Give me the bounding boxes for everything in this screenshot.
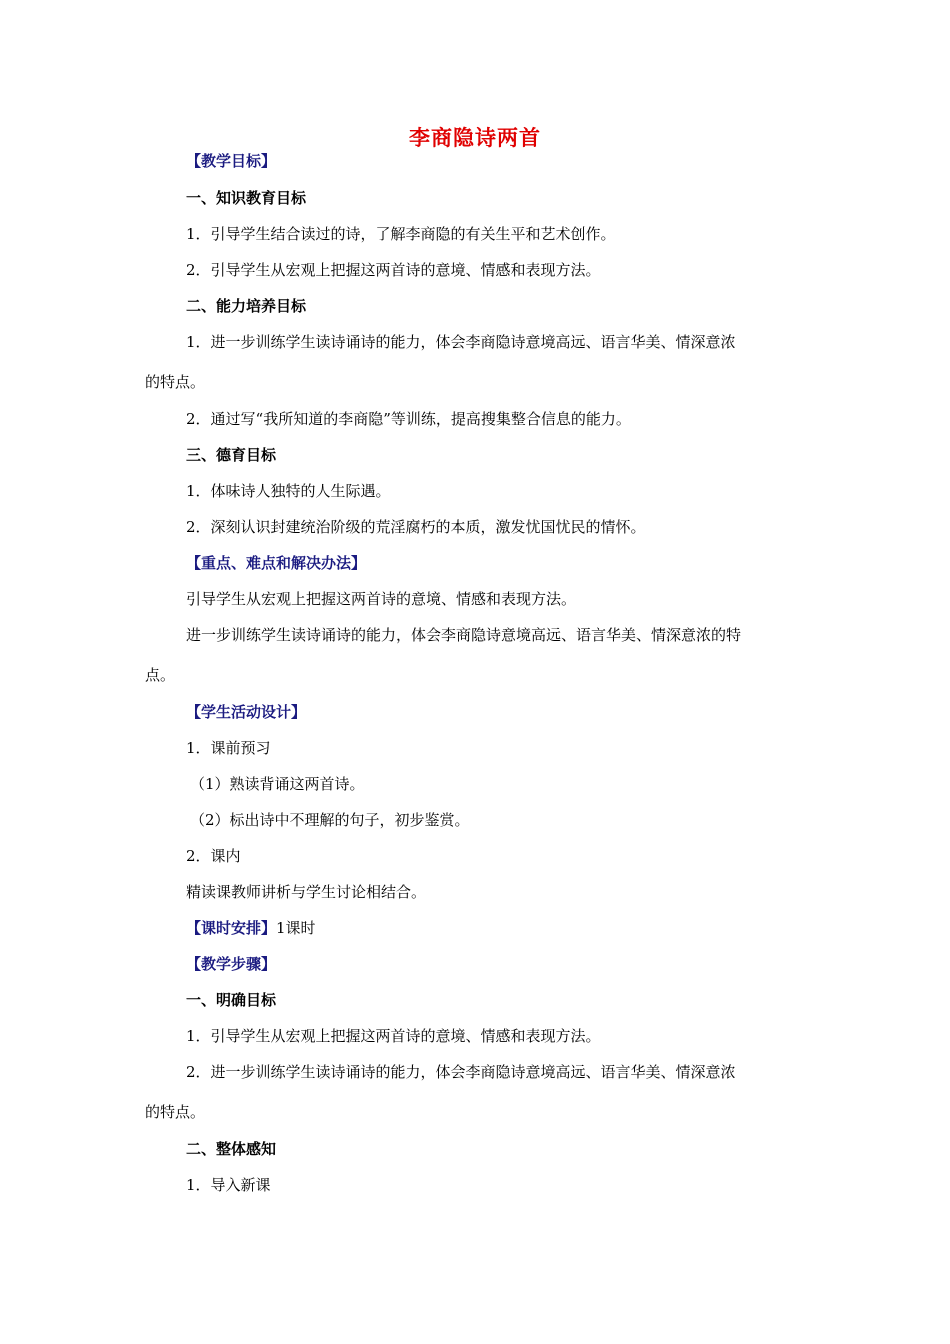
subheading-overall-perception: 二、整体感知 — [186, 1140, 277, 1158]
section-heading-schedule: 【课时安排】 — [186, 919, 277, 937]
paragraph: 1．导入新课 — [186, 1176, 271, 1194]
subheading-clarify-goals: 一、明确目标 — [186, 991, 277, 1009]
paragraph: 2．进一步训练学生读诗诵诗的能力，体会李商隐诗意境高远、语言华美、情深意浓 — [186, 1063, 736, 1081]
list-item: （1）熟读背诵这两首诗。 — [190, 775, 365, 793]
section-heading-teaching-goals: 【教学目标】 — [186, 152, 277, 170]
paragraph-continuation: 点。 — [145, 666, 176, 684]
paragraph: 2．课内 — [186, 847, 241, 865]
document-title: 李商隐诗两首 — [409, 126, 541, 150]
paragraph: 1．引导学生从宏观上把握这两首诗的意境、情感和表现方法。 — [186, 1027, 601, 1045]
paragraph-continuation: 的特点。 — [145, 373, 206, 391]
paragraph: 2．引导学生从宏观上把握这两首诗的意境、情感和表现方法。 — [186, 261, 601, 279]
paragraph-continuation: 的特点。 — [145, 1103, 206, 1121]
paragraph: 引导学生从宏观上把握这两首诗的意境、情感和表现方法。 — [186, 590, 577, 608]
paragraph: 1．引导学生结合读过的诗，了解李商隐的有关生平和艺术创作。 — [186, 225, 616, 243]
list-item: （2）标出诗中不理解的句子，初步鉴赏。 — [190, 811, 470, 829]
schedule-value: 1课时 — [276, 919, 316, 937]
paragraph: 进一步训练学生读诗诵诗的能力，体会李商隐诗意境高远、语言华美、情深意浓的特 — [186, 626, 742, 644]
subheading-ability-goals: 二、能力培养目标 — [186, 297, 307, 315]
section-heading-teaching-steps: 【教学步骤】 — [186, 955, 277, 973]
paragraph: 2．通过写“我所知道的李商隐”等训练，提高搜集整合信息的能力。 — [186, 410, 631, 428]
subheading-moral-goals: 三、德育目标 — [186, 446, 277, 464]
schedule-line — [186, 917, 316, 939]
paragraph: 1．体味诗人独特的人生际遇。 — [186, 482, 391, 500]
subheading-knowledge-goals: 一、知识教育目标 — [186, 189, 307, 207]
paragraph: 1．课前预习 — [186, 739, 271, 757]
paragraph: 2．深刻认识封建统治阶级的荒淫腐朽的本质，激发忧国忧民的情怀。 — [186, 518, 646, 536]
section-heading-student-activities: 【学生活动设计】 — [186, 703, 307, 721]
paragraph: 精读课教师讲析与学生讨论相结合。 — [186, 883, 427, 901]
paragraph: 1．进一步训练学生读诗诵诗的能力，体会李商隐诗意境高远、语言华美、情深意浓 — [186, 333, 736, 351]
section-heading-key-points: 【重点、难点和解决办法】 — [186, 554, 367, 572]
